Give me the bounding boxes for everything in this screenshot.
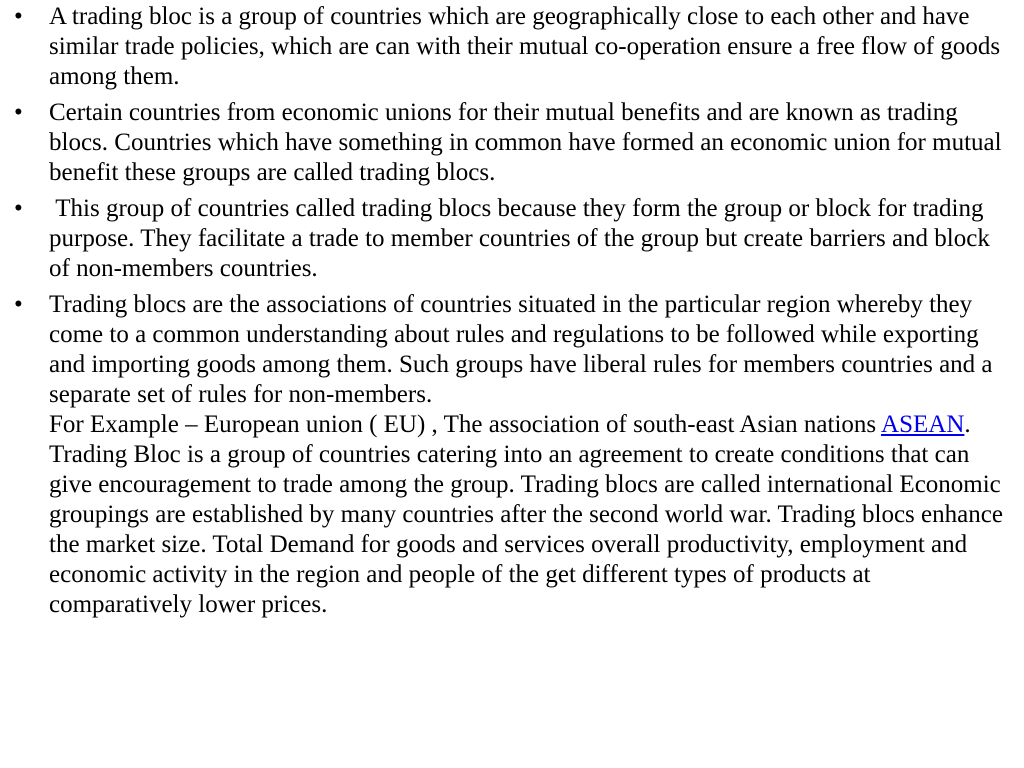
bullet-item-4 <box>8 290 1012 620</box>
bullet-item-1 <box>8 2 1012 92</box>
asean-link[interactable]: ASEAN <box>881 411 965 438</box>
bullet-item-2 <box>8 98 1012 188</box>
bullet-item-3 <box>8 194 1012 284</box>
example-paragraph <box>49 410 1012 620</box>
bullet-text-2: Certain countries from economic unions for their mutual benefits and are known as trading blocs. Countries which have something in common have formed an economic union for mutual benefit these groups are called trading blocs. <box>49 99 1002 186</box>
bullet-icon: • <box>14 3 23 30</box>
example-text-before-link: For Example – European union ( EU) , The association of south-east Asian nations <box>49 411 882 438</box>
bullet-text-3: This group of countries called trading blocs because they form the group or block for trading purpose. They facilitate a trade to member countries of the group but create barriers and block of non-members countries. <box>49 195 997 282</box>
bullet-icon: • <box>14 195 23 222</box>
bullet-icon: • <box>14 99 23 126</box>
bullet-icon: • <box>14 291 23 318</box>
example-text-after-link: . Trading Bloc is a group of countries catering into an agreement to create conditions that can give encouragement to trade among the group. Trading blocs are called international Economic groupings are established by many countries after the second world war. Trading blocs enhance the market size. Total Demand for goods and services overall productivity, employment and economic activity in the region and people of the get different types of products at comparatively lower prices. <box>49 411 1003 618</box>
bullet-text-4: Trading blocs are the associations of countries situated in the particular region whereby they come to a common understanding about rules and regulations to be followed while exporting and importing goods among them. Such groups have liberal rules for members countries and a separate set of rules for non-members. <box>49 291 993 408</box>
bullet-list <box>8 2 1012 620</box>
bullet-text-1: A trading bloc is a group of countries which are geographically close to each other and have similar trade policies, which are can with their mutual co-operation ensure a free flow of goods among them. <box>49 3 1001 90</box>
